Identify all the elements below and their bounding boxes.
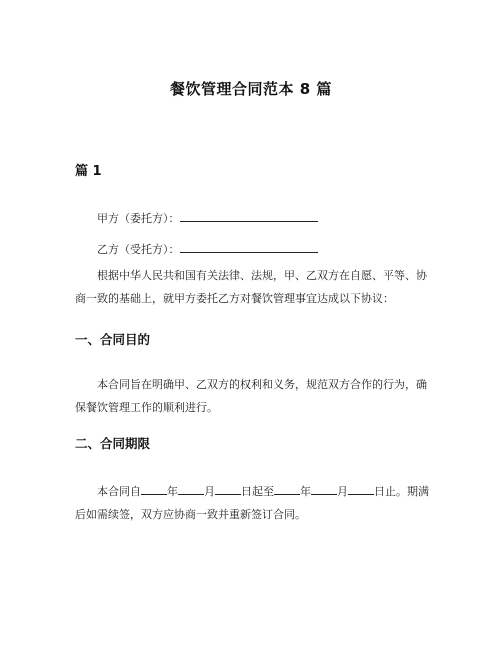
term-suffix: 止。期满后如需续签，双方应协商一致并重新签订合同。 (75, 485, 429, 521)
start-month-blank (178, 482, 204, 495)
month-label: 月 (204, 485, 215, 498)
party-b-line (97, 240, 318, 258)
party-b-label: 乙方（受托方）： (97, 243, 180, 256)
intro-paragraph: 根据中华人民共和国有关法律、法规，甲、乙双方在自愿、平等、协商一致的基础上，就甲方委托乙方对餐饮管理事宜达成以下协议： (75, 269, 427, 305)
part-heading: 篇 1 (75, 164, 102, 179)
month-label-end: 月 (337, 485, 348, 498)
end-year-blank (274, 482, 300, 495)
section-heading-term: 二、合同期限 (75, 436, 151, 451)
start-day-blank (215, 482, 241, 495)
term-paragraph (75, 480, 435, 526)
day-start-label: 日起至 (241, 485, 274, 498)
end-month-blank (311, 482, 337, 495)
year-label: 年 (167, 485, 178, 498)
term-prefix: 本合同自 (97, 485, 141, 498)
section-heading-purpose: 一、合同目的 (75, 332, 151, 347)
end-day-blank (348, 482, 374, 495)
party-a-line (97, 209, 318, 227)
party-a-blank (180, 209, 318, 222)
purpose-paragraph: 本合同旨在明确甲、乙双方的权利和义务，规范双方合作的行为，确保餐饮管理工作的顺利进行。 (75, 378, 427, 414)
year-label-end: 年 (300, 485, 311, 498)
party-a-label: 甲方（委托方）： (97, 212, 180, 225)
day-end-label: 日 (374, 485, 385, 498)
start-year-blank (141, 482, 167, 495)
party-b-blank (180, 240, 318, 253)
document-title: 餐饮管理合同范本 8 篇 (170, 80, 332, 98)
